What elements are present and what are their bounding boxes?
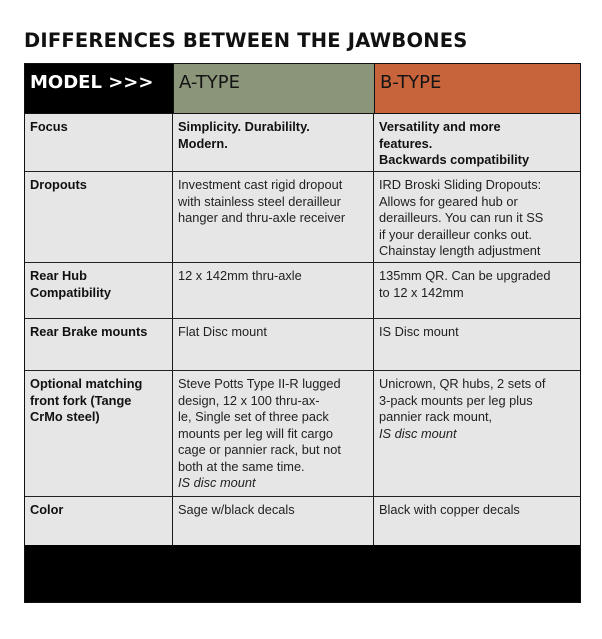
b-type-line: if your derailleur conks out. (379, 226, 532, 242)
a-type-line: mounts per leg will fit cargo (178, 425, 334, 441)
a-type-italic-note: IS disc mount (178, 475, 256, 490)
a-type-line: Modern. (178, 135, 228, 151)
a-type-cell (173, 319, 374, 370)
row-label (25, 263, 173, 318)
table-row-rear-brake (25, 319, 580, 371)
a-type-cell (173, 497, 374, 547)
b-type-line: 3-pack mounts per leg plus (379, 392, 533, 408)
table-row-dropouts (25, 172, 580, 263)
table-row-rear-hub (25, 263, 580, 319)
row-label-line: Compatibility (30, 284, 112, 300)
row-label-line: Rear Brake mounts (30, 324, 148, 339)
b-type-cell (374, 371, 580, 496)
row-label (25, 497, 173, 547)
row-label (25, 371, 173, 496)
b-type-cell (374, 263, 580, 318)
b-type-line: Backwards compatibility (379, 152, 530, 167)
b-type-line: to 12 x 142mm (379, 284, 464, 300)
row-label (25, 319, 173, 370)
header-model: MODEL >>> (25, 64, 173, 113)
a-type-cell (173, 263, 374, 318)
b-type-cell (374, 319, 580, 370)
row-label-line: CrMo steel) (30, 409, 100, 424)
row-label-line: Dropouts (30, 177, 87, 192)
a-type-line: hanger and thru-axle receiver (178, 210, 346, 225)
a-type-cell (173, 371, 374, 496)
row-label-line: front fork (Tange (30, 392, 132, 408)
header-b-type: B-TYPE (374, 64, 580, 113)
header-a-type: A-TYPE (173, 64, 374, 113)
a-type-cell (173, 114, 374, 171)
b-type-line: Unicrown, QR hubs, 2 sets of (379, 376, 546, 391)
a-type-line: 12 x 142mm thru-axle (178, 268, 302, 283)
b-type-line: Allows for geared hub or (379, 193, 518, 209)
row-label (25, 172, 173, 262)
table-row-focus (25, 114, 580, 172)
b-type-line: derailleurs. You can run it SS (379, 210, 544, 225)
b-type-line: features. (379, 135, 433, 151)
b-type-line: pannier rack mount, (379, 409, 493, 424)
row-label-line: Color (30, 502, 64, 517)
a-type-line: design, 12 x 100 thru-ax- (178, 392, 320, 408)
b-type-cell (374, 172, 580, 262)
row-label (25, 114, 173, 171)
row-label-line: Optional matching (30, 376, 143, 391)
b-type-italic-note: IS disc mount (379, 425, 457, 441)
a-type-line: with stainless steel derailleur (178, 193, 341, 209)
b-type-cell (374, 114, 580, 171)
row-label-line: Rear Hub (30, 268, 87, 283)
table-row-front-fork (25, 371, 580, 497)
a-type-cell (173, 172, 374, 262)
a-type-line: Flat Disc mount (178, 324, 267, 339)
b-type-line: IS Disc mount (379, 324, 459, 339)
a-type-line: both at the same time. (178, 458, 305, 474)
b-type-line: Versatility and more (379, 119, 501, 134)
row-label-line: Focus (30, 119, 68, 134)
page-title: DIFFERENCES BETWEEN THE JAWBONES (24, 29, 468, 52)
b-type-line: Black with copper decals (379, 502, 520, 517)
table-footer-bar (25, 545, 580, 602)
b-type-line: Chainstay length adjustment (379, 243, 541, 258)
a-type-line: le, Single set of three pack (178, 409, 329, 424)
a-type-line: Steve Potts Type II-R lugged (178, 376, 341, 391)
a-type-line: Investment cast rigid dropout (178, 177, 343, 192)
a-type-line: Simplicity. Durabililty. (178, 119, 310, 134)
table-row-color (25, 497, 580, 547)
comparison-table (24, 63, 581, 603)
table-header-row (25, 64, 580, 114)
b-type-cell (374, 497, 580, 547)
b-type-line: 135mm QR. Can be upgraded (379, 268, 551, 283)
a-type-line: cage or pannier rack, but not (178, 442, 341, 457)
a-type-line: Sage w/black decals (178, 502, 295, 517)
b-type-line: IRD Broski Sliding Dropouts: (379, 177, 542, 192)
